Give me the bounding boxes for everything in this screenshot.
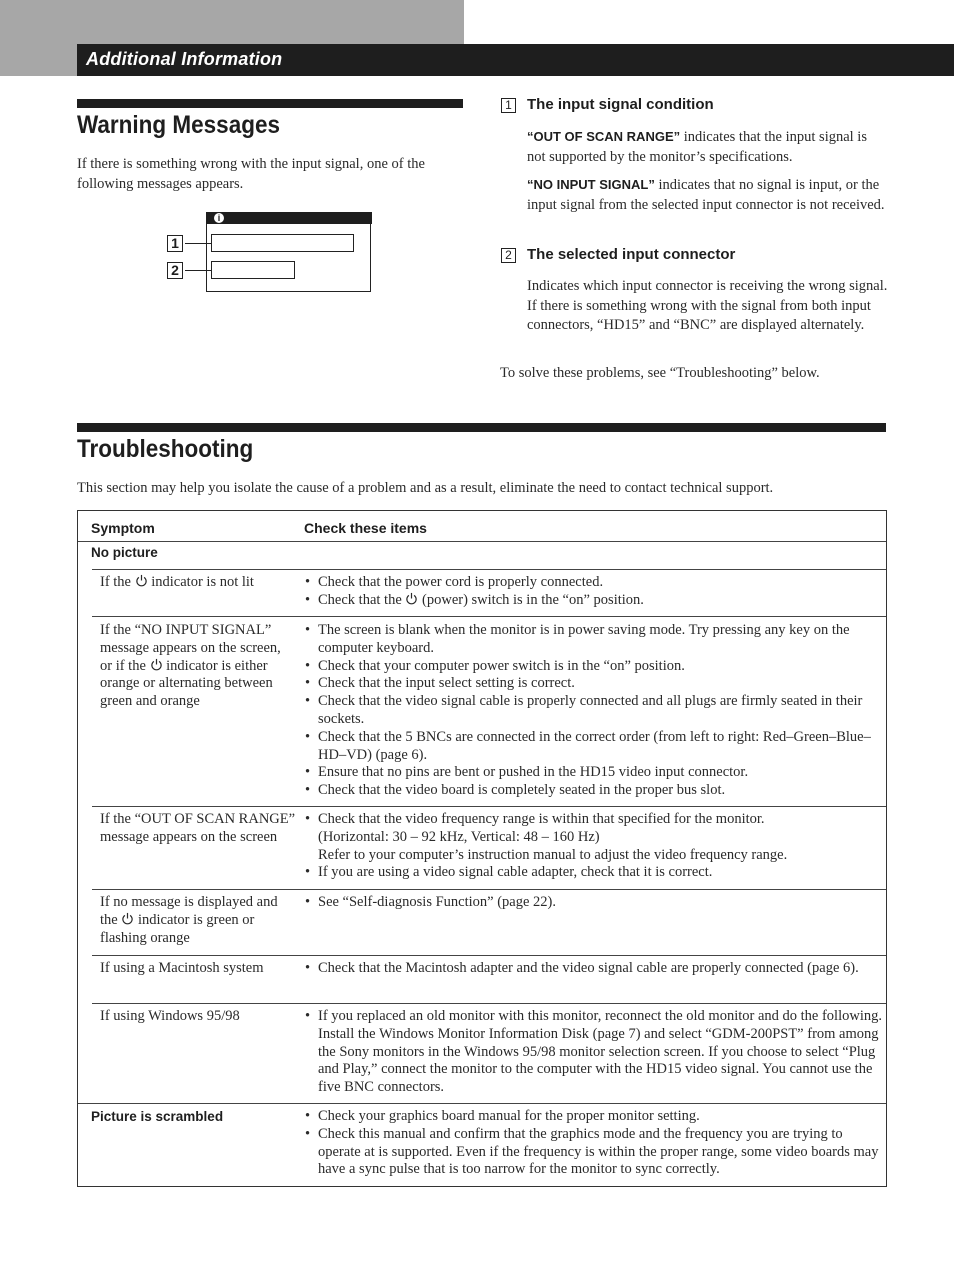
warning-heading: Warning Messages <box>77 111 280 139</box>
check-item: • Check your graphics board manual for the proper monitor setting. <box>304 1108 882 1126</box>
item-number-1: 1 <box>501 98 516 113</box>
section-header-title: Additional Information <box>86 49 283 69</box>
heading-rule <box>77 423 886 432</box>
table-divider <box>78 541 886 542</box>
symptom-no-input-signal: If the “NO INPUT SIGNAL” message appears on the screen, or if the indicator is either orange or alternating between green and orange <box>100 622 281 710</box>
solve-note: To solve these problems, see “Troubleshooting” below. <box>500 365 820 381</box>
symptom-windows: If using Windows 95/98 <box>100 1008 240 1024</box>
heading-rule <box>77 99 463 108</box>
info-icon: i <box>214 213 224 223</box>
check-item: • If you are using a video signal cable adapter, check that it is correct. <box>304 864 882 882</box>
symptom-out-of-scan-range: If the “OUT OF SCAN RANGE” message appears on the screen <box>100 811 296 845</box>
check-list <box>304 811 882 882</box>
check-item: • Ensure that no pins are bent or pushed in the HD15 video input connector. <box>304 764 882 782</box>
check-item: • Check this manual and confirm that the graphics mode and the frequency you are trying to operate at is supported. Even if the frequency is within the proper range, some video boards may have a sync pulse that is too narrow for the monitor to sync correctly. <box>304 1126 882 1179</box>
power-icon <box>135 574 148 587</box>
check-item: • See “Self-diagnosis Function” (page 22). <box>304 894 882 912</box>
warning-intro: If there is something wrong with the input signal, one of the following messages appears. <box>77 156 425 192</box>
check-item: • Check that the Macintosh adapter and the video signal cable are properly connected (page 6). <box>304 960 882 978</box>
table-divider <box>92 616 886 617</box>
check-list <box>304 894 882 912</box>
no-input-label: “NO INPUT SIGNAL” <box>527 177 655 192</box>
item-title-input-connector: The selected input connector <box>527 246 736 263</box>
check-list <box>304 1008 882 1097</box>
check-item: • Check that the video frequency range is within that specified for the monitor. (Horizontal: 30 – 92 kHz, Vertical: 48 – 160 Hz) Refer to your computer’s instruction manual to adjust the video frequency range. <box>304 811 882 864</box>
check-item: • The screen is blank when the monitor is in power saving mode. Try pressing any key on the computer keyboard. <box>304 622 882 658</box>
check-item: • Check that the 5 BNCs are connected in the correct order (from left to right: Red–Green–Blue–HD–VD) (page 6). <box>304 729 882 765</box>
check-list <box>304 1108 882 1179</box>
connector-description: Indicates which input connector is receiving the wrong signal. If there is something wrong with the signal from both input connectors, “HD15” and “BNC” are displayed alternately. <box>527 278 888 333</box>
power-icon <box>150 658 163 671</box>
power-icon <box>405 592 418 605</box>
check-list <box>304 960 882 978</box>
diagram-leader-1 <box>185 243 211 244</box>
table-divider <box>92 806 886 807</box>
check-item: • If you replaced an old monitor with this monitor, reconnect the old monitor and do the following. Install the Windows Monitor Information Disk (page 7) and select “GDM-200PST” from among the Sony monitors in the Windows 95/98 monitor selection screen. If you choose to select “Plug and Play,” connect the monitor to the computer with the HD15 video signal. You cannot use the five BNC connectors. <box>304 1008 882 1097</box>
symptom-indicator-not-lit: If the indicator is not lit <box>100 574 254 590</box>
table-divider <box>78 1103 886 1104</box>
diagram-title-bar <box>206 212 372 224</box>
check-list <box>304 574 882 610</box>
diagram-field-1 <box>211 234 354 252</box>
out-of-scan-label: “OUT OF SCAN RANGE” <box>527 129 681 144</box>
diagram-label-1: 1 <box>167 235 183 252</box>
diagram-label-2: 2 <box>167 262 183 279</box>
check-item: • Check that your computer power switch is in the “on” position. <box>304 658 882 676</box>
table-divider <box>92 1003 886 1004</box>
diagram-leader-2 <box>185 270 211 271</box>
column-header-check: Check these items <box>304 520 427 536</box>
power-icon <box>121 912 134 925</box>
column-header-symptom: Symptom <box>91 520 155 536</box>
table-divider <box>92 955 886 956</box>
item-number-2: 2 <box>501 248 516 263</box>
warning-diagram <box>206 212 371 292</box>
check-item: • Check that the power cord is properly connected. <box>304 574 882 592</box>
troubleshooting-intro: This section may help you isolate the cause of a problem and as a result, eliminate the need to contact technical support. <box>77 480 774 496</box>
category-no-picture: No picture <box>91 545 158 560</box>
table-divider <box>92 569 886 570</box>
out-of-scan-description: “OUT OF SCAN RANGE” indicates that the input signal is not supported by the monitor’s specifications. <box>527 129 867 165</box>
symptom-no-message: If no message is displayed and the indicator is green or flashing orange <box>100 894 278 946</box>
troubleshooting-heading: Troubleshooting <box>77 435 254 463</box>
diagram-field-2 <box>211 261 295 279</box>
category-picture-scrambled: Picture is scrambled <box>91 1109 224 1124</box>
check-list <box>304 622 882 800</box>
table-divider <box>92 889 886 890</box>
no-input-description: “NO INPUT SIGNAL” indicates that no signal is input, or the input signal from the selected input connector is not received. <box>527 177 885 213</box>
check-item: • Check that the (power) switch is in the “on” position. <box>304 592 882 610</box>
check-item: • Check that the video board is completely seated in the proper bus slot. <box>304 782 882 800</box>
check-item: • Check that the input select setting is correct. <box>304 675 882 693</box>
symptom-macintosh: If using a Macintosh system <box>100 960 264 976</box>
check-item: • Check that the video signal cable is properly connected and all plugs are firmly seated in their sockets. <box>304 693 882 729</box>
item-title-input-signal: The input signal condition <box>527 96 714 113</box>
